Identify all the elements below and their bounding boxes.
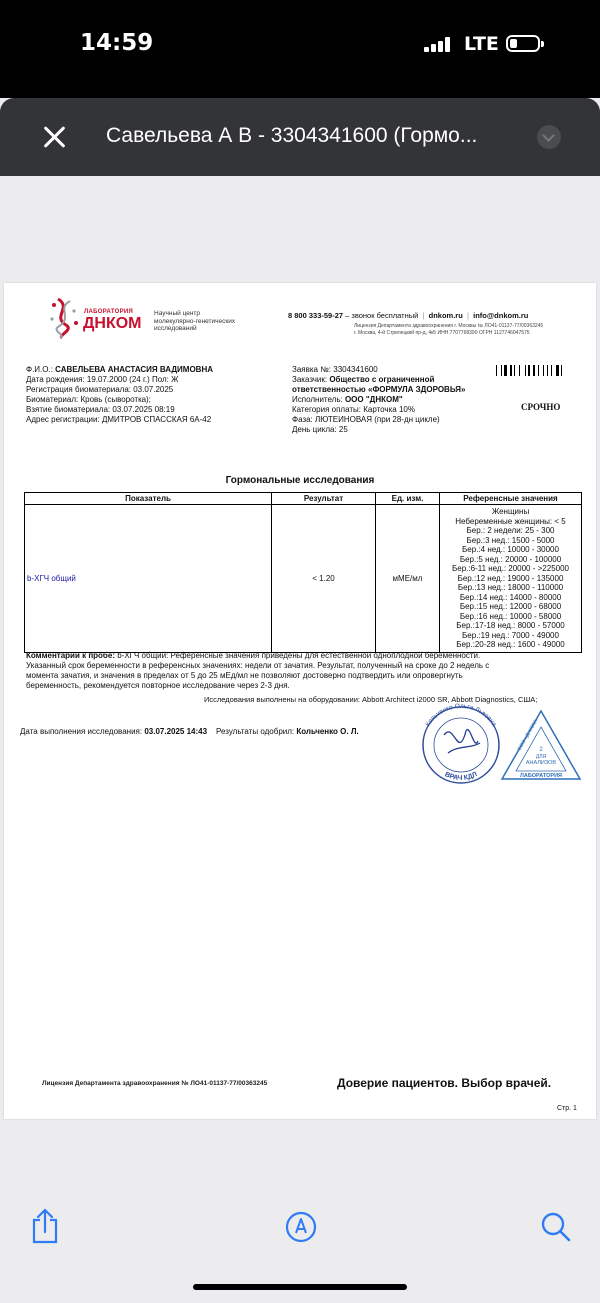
search-icon[interactable]: [540, 1211, 572, 1243]
contacts-line: 8 800 333-59-27 – звонок бесплатный | dnkom.ru | info@dnkom.ru: [288, 311, 529, 320]
patient-info: [26, 365, 213, 425]
document-title: Савельева А В - 3304341600 (Гормо...: [106, 124, 478, 147]
footer-license: Лицензия Департамента здравоохранения № ЛО41-01137-77/00363245: [42, 1080, 268, 1087]
logo-name: ДНКОМ: [83, 315, 142, 332]
patient-name-row: Ф.И.О.: САВЕЛЬЕВА АНАСТАСИЯ ВАДИМОВНА: [26, 365, 214, 374]
registration-row: Регистрация биоматериала: 03.07.2025: [26, 385, 174, 394]
close-icon[interactable]: [40, 122, 70, 152]
table-header-row: [25, 493, 582, 505]
research-center: Научный центр молекулярно-генетических исследований: [154, 310, 236, 332]
biomaterial-row: Биоматериал: Кровь (сывороткa);: [26, 395, 151, 404]
stamp-tri-center: 2: [539, 747, 543, 753]
col-unit: Ед. изм.: [376, 493, 440, 505]
unit-value: мМЕ/мл: [376, 505, 440, 653]
viewer-header: [0, 98, 600, 176]
battery-icon: [506, 35, 540, 52]
result-value: < 1.20: [272, 505, 376, 653]
section-title: Гормональные исследования: [225, 475, 375, 486]
executor-row: Исполнитель: ООО "ДНКОМ": [292, 395, 403, 404]
license-small-1: Лицензия Департамента здравоохранения г. Москвы № ЛО41-01137-77/00363245: [354, 323, 544, 329]
urgent-label: СРОЧНО: [521, 402, 561, 412]
slogan: Доверие пациентов. Выбор врачей.: [337, 1076, 552, 1090]
license-small-2: г. Москва, 4-й Стрелецкий пр-д, 4к5 ИНН 7707768390 ОГРН 1127746047575: [354, 330, 530, 336]
share-icon[interactable]: [30, 1208, 60, 1244]
page-number: Стр. 1: [557, 1105, 577, 1112]
markup-icon[interactable]: [285, 1211, 317, 1243]
cycle-day-row: День цикла: 25: [292, 425, 348, 434]
more-options-icon[interactable]: [537, 125, 561, 149]
phone-note: – звонок бесплатный: [345, 311, 419, 320]
barcode: [496, 365, 566, 376]
svg-text:Кольченко Ольга Львовна: [424, 703, 497, 728]
stamp-round-name: Кольченко Ольга Львовна: [424, 702, 498, 728]
comments: Комментарии к пробе: b-ХГЧ общий: Референсные значения приведены для естественной одноплодной беременности. Указанный срок беременности в референсных значениях: недели от зачатия. Результат, полученный на сроке до 2 недель с момента зачатия, и значения в пределах от 5 до 25 мЕд/мл не позволяют достоверно подтвердить или опровергнуть беременность, рекомендуется повторное исследование через 2-3 дня.: [26, 651, 490, 690]
indicator-name: b-ХГЧ общий: [25, 505, 272, 653]
signal-icon: [424, 36, 454, 52]
customer-row-2: ответственностью «ФОРМУЛА ЗДОРОВЬЯ»: [292, 385, 466, 394]
dna-logo-icon: [48, 297, 82, 339]
customer-row: Заказчик: Общество с ограниченной: [292, 375, 435, 384]
completion-line: Дата выполнения исследования: 03.07.2025 14:43 Результаты одобрил: Кольченко О. Л.: [20, 727, 359, 736]
stamp-tri-center2: ДЛЯ: [535, 754, 547, 760]
email-link[interactable]: info@dnkom.ru: [473, 311, 529, 320]
col-reference: Референсные значения: [440, 493, 582, 505]
stamp-tri-bottom: ЛАБОРАТОРИЯ: [519, 773, 563, 779]
request-number: Заявка №: 3304341600: [292, 365, 378, 374]
birth-date-row: Дата рождения: 19.07.2000 (24 г.) Пол: Ж: [26, 375, 179, 384]
document-page: [4, 283, 596, 1119]
address-row: Адрес регистрации: ДМИТРОВ СПАССКАЯ 6А-42: [26, 415, 212, 424]
lab-stamp-icon: [498, 707, 584, 783]
home-indicator[interactable]: [193, 1284, 407, 1290]
phone-number[interactable]: 8 800 333-59-27: [288, 311, 344, 320]
network-type: LTE: [464, 33, 499, 55]
order-info: [292, 365, 465, 435]
stamp-round-bottom: ВРАЧ КДЛ: [443, 771, 479, 783]
col-result: Результат: [272, 493, 376, 505]
reference-values: Женщины Небеременные женщины: < 5 Бер.: 2 недели: 25 - 300 Бер.:3 нед.: 1500 - 5000 Бер.:4 нед.: 10000 - 30000 Бер.:5 нед.: 20000 - 100000 Бер.:6-11 нед.: 20000 - >225000 Бер.:12 нед.: 19000 - 135000 Бер.:13 нед.: 18000 - 110000 Бер.:14 нед.: 14000 - 80000 Бер.:15 нед.: 12000 - 68000 Бер.:16 нед.: 10000 - 58000 Бер.:17-18 нед.: 8000 - 57000 Бер.:19 нед.: 7000 - 49000 Бер.:20-28 нед.: 1600 - 49000: [440, 505, 582, 653]
doctor-stamp-icon: [414, 701, 508, 785]
stamp-tri-center3: АНАЛИЗОВ: [525, 760, 557, 766]
stamp-tri-top: ООО «ДНКОМ»: [516, 717, 540, 752]
col-indicator: Показатель: [25, 493, 272, 505]
site-link[interactable]: dnkom.ru: [428, 311, 463, 320]
status-time: 14:59: [80, 30, 154, 56]
sampling-row: Взятие биоматериала: 03.07.2025 08:19: [26, 405, 175, 414]
status-bar: [0, 0, 600, 98]
phase-row: Фаза: ЛЮТЕИНОВАЯ (при 28-дн цикле): [292, 415, 440, 424]
payment-row: Категория оплаты: Карточка 10%: [292, 405, 415, 414]
results-table: [24, 492, 582, 653]
logo-prefix: ЛАБОРАТОРИЯ: [84, 309, 134, 315]
equipment-note: Исследования выполнены на оборудовании: Abbott Architect i2000 SR, Abbott Diagnostics, США;: [204, 695, 538, 704]
table-row: [25, 505, 582, 653]
